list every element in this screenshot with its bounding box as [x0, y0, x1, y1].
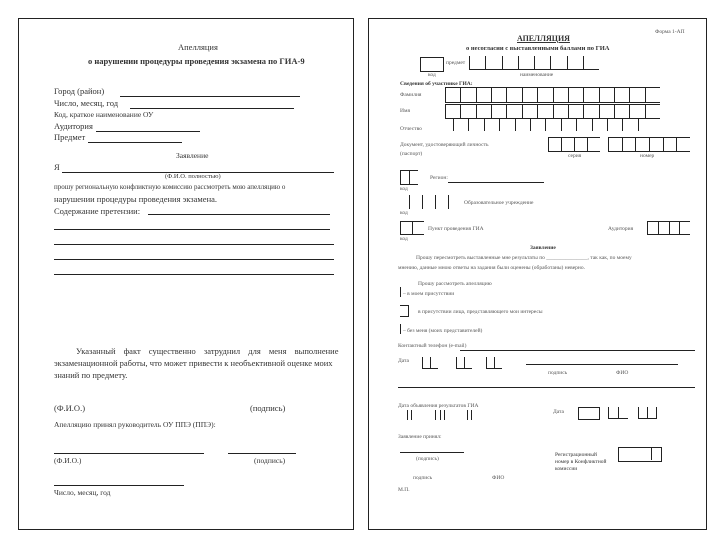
left-title: Апелляция	[178, 42, 218, 52]
number-caption: номер	[640, 153, 655, 159]
request-line1: прошу региональную конфликтную комиссию рассмотреть мою апелляцию о	[54, 183, 286, 191]
i-label: Я	[54, 162, 60, 172]
statement-heading: Заявление	[176, 151, 209, 160]
exam-point-label: Пункт проведения ГИА	[428, 226, 484, 232]
field-school: Код, краткое наименование ОУ	[54, 110, 154, 119]
result-date-cells[interactable]	[435, 410, 449, 420]
signature-label: (подпись)	[250, 403, 286, 413]
box-divider	[651, 447, 652, 460]
school-cells[interactable]	[409, 195, 461, 209]
field-auditorium: Аудитория	[54, 121, 93, 131]
region-label: Регион:	[430, 175, 448, 181]
date2-month-cells[interactable]	[608, 407, 628, 419]
school-label: Образовательное учреждение	[464, 200, 534, 206]
fact-line2: экзаменационной работы, что может привести к необъективной оценке моих	[54, 358, 333, 368]
stamp-label: М.П.	[398, 487, 410, 493]
date-line[interactable]	[130, 108, 294, 109]
code-caption: код	[428, 72, 436, 78]
claim-line[interactable]	[54, 274, 334, 275]
field-subject: Предмет	[54, 132, 86, 142]
reg-label2: номер в Конфликтной	[555, 459, 607, 465]
region-line[interactable]	[448, 182, 544, 183]
option-absent-checkbox[interactable]	[400, 324, 401, 334]
series-caption: серия	[568, 153, 582, 159]
subject-label: предмет	[446, 60, 466, 66]
para2: мнению, данные мною ответы на задания были оценены (обработаны) неверно.	[398, 265, 585, 271]
region-cells[interactable]	[400, 170, 418, 185]
result-date-label: Дата объявления результатов ГИА	[398, 403, 479, 409]
fact-line3: знаний по предмету.	[54, 370, 128, 380]
reg-label1: Регистрационный	[555, 452, 597, 458]
surname-cells[interactable]	[445, 87, 660, 103]
passport-series-cells[interactable]	[548, 137, 600, 152]
passport-number-cells[interactable]	[608, 137, 690, 152]
accepter-sign-line[interactable]	[228, 453, 296, 454]
statement-heading-right: Заявление	[530, 245, 556, 251]
accepted-by: Апелляцию принял руководитель ОУ ППЭ (ППЭ):	[54, 420, 216, 429]
region-code-caption: код	[400, 186, 408, 192]
fact-line1: Указанный факт существенно затруднил для меня выполнение	[76, 346, 339, 356]
option-representative-checkbox[interactable]	[400, 305, 409, 317]
fio2-caption: ФИО	[492, 475, 505, 481]
subject-name-cells[interactable]	[469, 56, 599, 70]
accepted-label: Заявление принял:	[398, 434, 442, 440]
accepter-sign-line[interactable]	[400, 452, 464, 453]
date-sign-line[interactable]	[54, 485, 184, 486]
fio-hint: (Ф.И.О. полностью)	[165, 173, 221, 180]
claim-line[interactable]	[54, 244, 334, 245]
patronymic-label: Отчество	[400, 126, 422, 132]
school-code-caption: код	[400, 210, 408, 216]
date-label-right: Дата	[398, 358, 409, 364]
sign-fio-line[interactable]	[526, 364, 678, 365]
field-date: Число, месяц, год	[54, 98, 119, 108]
left-subtitle: о нарушении процедуры проведения экзамена по ГИА-9	[88, 56, 305, 66]
reg-label3: комиссии	[555, 466, 578, 472]
registration-number-box[interactable]	[618, 447, 662, 462]
signature2-label: (подпись)	[254, 456, 286, 465]
date-label: Число, месяц, год	[54, 488, 111, 497]
phone-line[interactable]	[460, 350, 695, 351]
surname-label: Фамилия	[400, 92, 422, 98]
city-line[interactable]	[120, 96, 300, 97]
option-absent: – без меня (моих представителей)	[403, 328, 483, 334]
fio2-label: (Ф.И.О.)	[54, 456, 82, 465]
doc-label: Документ, удостоверяющий личность	[400, 142, 489, 148]
request-line2: нарушении процедуры проведения экзамена.	[54, 194, 218, 204]
ask-label: Прошу рассмотреть апелляцию	[418, 281, 492, 287]
date2-day-box[interactable]	[578, 407, 600, 420]
claim-line[interactable]	[148, 214, 330, 215]
option-representative: в присутствии лица, представляющего мои интересы	[418, 309, 543, 315]
result-date-cells[interactable]	[467, 410, 475, 420]
sign-caption: подпись	[548, 370, 568, 376]
subject-code-box[interactable]	[420, 57, 444, 72]
fio-label: (Ф.И.О.)	[54, 403, 86, 413]
para1: Прошу пересмотреть выставленные мне результаты по _______________, так как, по моему	[416, 255, 632, 261]
auditorium-line[interactable]	[96, 131, 200, 132]
date-month-cells[interactable]	[456, 357, 472, 369]
auditorium-label: Аудитория	[608, 226, 634, 232]
field-city: Город (район)	[54, 86, 105, 96]
exam-code-caption: код	[400, 236, 408, 242]
doc-label2: (паспорт)	[400, 151, 423, 157]
name-cells[interactable]	[445, 104, 660, 119]
sign3-caption: подпись	[413, 475, 433, 481]
date-year-cells[interactable]	[486, 357, 502, 369]
auditorium-cells[interactable]	[647, 221, 690, 235]
date-day-cells[interactable]	[422, 357, 438, 369]
separator	[398, 387, 695, 388]
subject-line[interactable]	[88, 142, 182, 143]
claim-line[interactable]	[54, 229, 330, 230]
option-present: – в моем присутствии	[403, 291, 455, 297]
name-label: Имя	[400, 108, 410, 114]
accepter-fio-line[interactable]	[54, 453, 204, 454]
participant-heading: Сведения об участнике ГИА:	[400, 81, 473, 87]
patronymic-cells[interactable]	[453, 119, 653, 131]
right-subtitle: о несогласии с выставленными баллами по ГИА	[466, 45, 610, 52]
sign2-caption: (подпись)	[416, 456, 439, 462]
claim-line[interactable]	[54, 259, 334, 260]
fio-caption: ФИО	[616, 370, 629, 376]
exam-point-cells[interactable]	[400, 221, 424, 235]
option-present-checkbox[interactable]	[400, 287, 401, 297]
phone-label: Контактный телефон (e-mail)	[398, 343, 467, 349]
result-date-cells[interactable]	[407, 410, 415, 420]
claim-label: Содержание претензии:	[54, 206, 141, 216]
right-title: АПЕЛЛЯЦИЯ	[517, 34, 570, 43]
date2-year-cells[interactable]	[638, 407, 657, 419]
name-caption: наименование	[520, 72, 554, 78]
form-number: Форма 1-АП	[655, 29, 685, 35]
date2-label: Дата	[553, 409, 564, 415]
